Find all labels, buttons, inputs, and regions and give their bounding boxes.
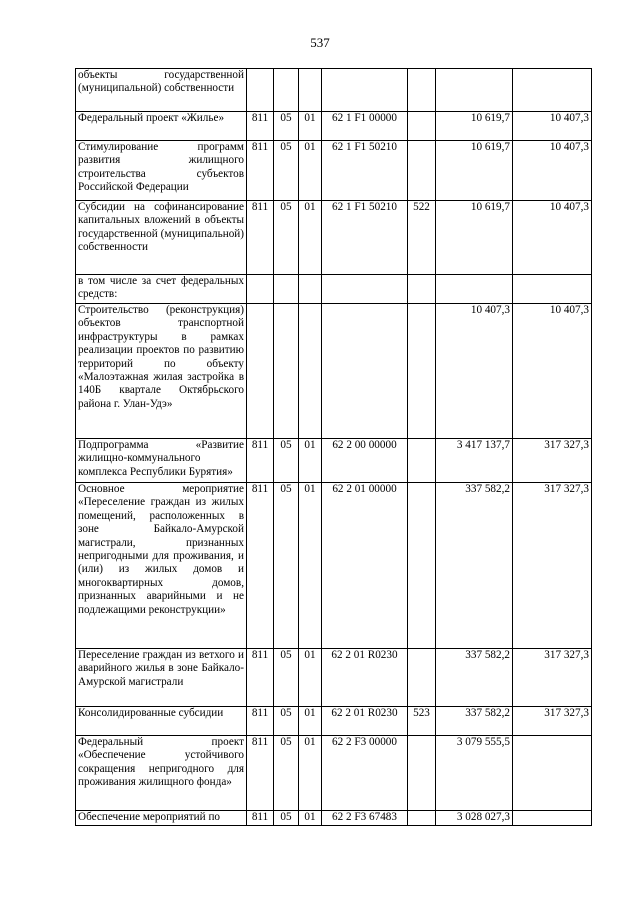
amount-1-cell	[436, 69, 513, 112]
table-row	[76, 811, 592, 826]
table-row	[76, 112, 592, 141]
ministry-code-cell: 811	[247, 201, 274, 275]
item-name-cell: Федеральный проект «Обеспечение устойчивого сокращения непригодного для проживания жилищного фонда»	[76, 736, 247, 811]
subsection-code-cell: 01	[299, 201, 322, 275]
table-row	[76, 439, 592, 483]
target-code-cell: 62 2 F3 67483	[322, 811, 408, 826]
item-name-cell: Основное мероприятие «Переселение граждан из жилых помещений, расположенных в зоне Байкало-Амурской магистрали, признанных непригодными для проживания, и (или) из жилых домов и многоквартирных домов, признанных аварийными и не подлежащими реконструкции»	[76, 483, 247, 649]
subsection-code-cell: 01	[299, 649, 322, 707]
expense-type-cell	[408, 811, 436, 826]
amount-1-cell: 337 582,2	[436, 483, 513, 649]
subsection-code-cell: 01	[299, 707, 322, 736]
subsection-code-cell: 01	[299, 112, 322, 141]
subsection-code-cell: 01	[299, 811, 322, 826]
target-code-cell: 62 2 01 R0230	[322, 707, 408, 736]
amount-2-cell: 10 407,3	[513, 304, 592, 439]
ministry-code-cell: 811	[247, 649, 274, 707]
item-name-cell: Обеспечение мероприятий по	[76, 811, 247, 826]
item-name-cell: Строительство (реконструкция) объектов транспортной инфраструктуры в рамках реализации проектов по развитию территорий по объекту «Малоэтажная жилая застройка в 140Б квартале Октябрьского района г. Улан-Удэ»	[76, 304, 247, 439]
ministry-code-cell: 811	[247, 811, 274, 826]
ministry-code-cell: 811	[247, 707, 274, 736]
amount-1-cell: 337 582,2	[436, 649, 513, 707]
amount-2-cell	[513, 736, 592, 811]
amount-1-cell: 10 619,7	[436, 201, 513, 275]
item-name-cell: Переселение граждан из ветхого и аварийного жилья в зоне Байкало-Амурской магистрали	[76, 649, 247, 707]
expense-type-cell	[408, 112, 436, 141]
target-code-cell	[322, 304, 408, 439]
section-code-cell	[274, 275, 299, 304]
amount-2-cell: 10 407,3	[513, 141, 592, 201]
subsection-code-cell: 01	[299, 439, 322, 483]
target-code-cell	[322, 69, 408, 112]
page-number: 537	[310, 35, 330, 50]
amount-1-cell: 10 407,3	[436, 304, 513, 439]
target-code-cell: 62 1 F1 50210	[322, 141, 408, 201]
section-code-cell: 05	[274, 707, 299, 736]
subsection-code-cell: 01	[299, 483, 322, 649]
budget-table	[75, 68, 592, 826]
expense-type-cell	[408, 304, 436, 439]
item-name-cell: Подпрограмма «Развитие жилищно-коммунального комплекса Республики Бурятия»	[76, 439, 247, 483]
table-row	[76, 304, 592, 439]
subsection-code-cell: 01	[299, 141, 322, 201]
section-code-cell: 05	[274, 736, 299, 811]
table-row	[76, 707, 592, 736]
subsection-code-cell	[299, 304, 322, 439]
section-code-cell: 05	[274, 439, 299, 483]
expense-type-cell: 523	[408, 707, 436, 736]
table-row	[76, 275, 592, 304]
subsection-code-cell: 01	[299, 736, 322, 811]
section-code-cell: 05	[274, 483, 299, 649]
expense-type-cell	[408, 439, 436, 483]
expense-type-cell	[408, 483, 436, 649]
amount-2-cell: 10 407,3	[513, 112, 592, 141]
table-row	[76, 483, 592, 649]
subsection-code-cell	[299, 275, 322, 304]
amount-2-cell	[513, 275, 592, 304]
amount-2-cell: 10 407,3	[513, 201, 592, 275]
table-row	[76, 649, 592, 707]
amount-2-cell: 317 327,3	[513, 483, 592, 649]
section-code-cell: 05	[274, 649, 299, 707]
item-name-cell: Консолидированные субсидии	[76, 707, 247, 736]
amount-1-cell: 3 028 027,3	[436, 811, 513, 826]
table-row	[76, 69, 592, 112]
target-code-cell	[322, 275, 408, 304]
section-code-cell	[274, 69, 299, 112]
amount-2-cell: 317 327,3	[513, 649, 592, 707]
ministry-code-cell: 811	[247, 736, 274, 811]
expense-type-cell	[408, 69, 436, 112]
amount-2-cell	[513, 811, 592, 826]
amount-1-cell: 10 619,7	[436, 112, 513, 141]
item-name-cell: в том числе за счет федеральных средств:	[76, 275, 247, 304]
subsection-code-cell	[299, 69, 322, 112]
item-name-cell: Стимулирование программ развития жилищного строительства субъектов Российской Федерации	[76, 141, 247, 201]
target-code-cell: 62 2 01 R0230	[322, 649, 408, 707]
section-code-cell: 05	[274, 112, 299, 141]
target-code-cell: 62 1 F1 00000	[322, 112, 408, 141]
amount-1-cell: 3 417 137,7	[436, 439, 513, 483]
ministry-code-cell	[247, 275, 274, 304]
expense-type-cell	[408, 649, 436, 707]
amount-2-cell: 317 327,3	[513, 439, 592, 483]
amount-1-cell: 3 079 555,5	[436, 736, 513, 811]
item-name-cell: объекты государственной (муниципальной) собственности	[76, 69, 247, 112]
table-row	[76, 736, 592, 811]
ministry-code-cell: 811	[247, 141, 274, 201]
table-row	[76, 201, 592, 275]
expense-type-cell: 522	[408, 201, 436, 275]
table-row	[76, 141, 592, 201]
amount-2-cell: 317 327,3	[513, 707, 592, 736]
amount-1-cell: 337 582,2	[436, 707, 513, 736]
ministry-code-cell: 811	[247, 439, 274, 483]
amount-1-cell: 10 619,7	[436, 141, 513, 201]
expense-type-cell	[408, 141, 436, 201]
ministry-code-cell: 811	[247, 483, 274, 649]
ministry-code-cell: 811	[247, 112, 274, 141]
target-code-cell: 62 1 F1 50210	[322, 201, 408, 275]
item-name-cell: Субсидии на софинансирование капитальных вложений в объекты государственной (муниципальной) собственности	[76, 201, 247, 275]
ministry-code-cell	[247, 69, 274, 112]
section-code-cell	[274, 304, 299, 439]
amount-2-cell	[513, 69, 592, 112]
amount-1-cell	[436, 275, 513, 304]
expense-type-cell	[408, 736, 436, 811]
target-code-cell: 62 2 01 00000	[322, 483, 408, 649]
section-code-cell: 05	[274, 811, 299, 826]
ministry-code-cell	[247, 304, 274, 439]
section-code-cell: 05	[274, 141, 299, 201]
item-name-cell: Федеральный проект «Жилье»	[76, 112, 247, 141]
section-code-cell: 05	[274, 201, 299, 275]
expense-type-cell	[408, 275, 436, 304]
target-code-cell: 62 2 00 00000	[322, 439, 408, 483]
target-code-cell: 62 2 F3 00000	[322, 736, 408, 811]
